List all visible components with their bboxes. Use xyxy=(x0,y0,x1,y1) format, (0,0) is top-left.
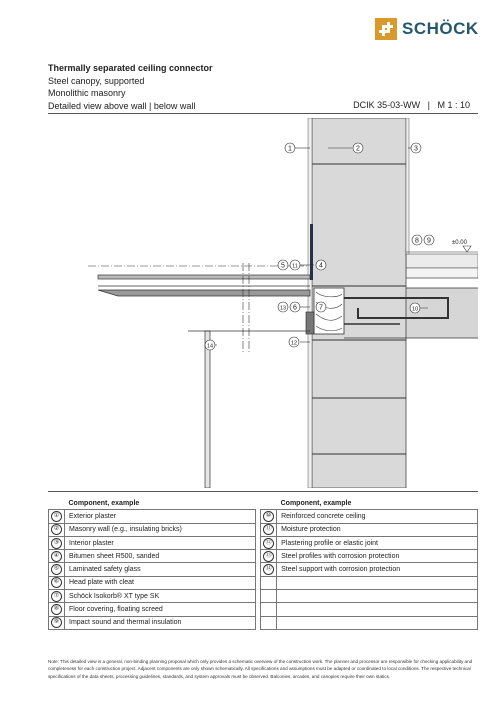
table-row: ④ Bitumen sheet R500, sanded ⑬ Steel profiles with corrosion protection xyxy=(49,550,478,563)
laminated-safety-glass xyxy=(98,275,310,279)
callout-5 xyxy=(278,260,288,270)
interior-plaster xyxy=(406,118,409,254)
level-marker-icon xyxy=(463,246,471,252)
callout-10 xyxy=(410,303,420,313)
impact-sound-insulation xyxy=(406,268,478,278)
callout-6 xyxy=(290,302,300,312)
table-row: ③ Interior plaster ⑫ Plastering profile or elastic joint xyxy=(49,536,478,549)
svg-text:8: 8 xyxy=(415,237,419,245)
table-row: ⑧ Floor covering, floating screed xyxy=(49,603,478,616)
svg-text:2: 2 xyxy=(356,145,360,153)
table-row: ⑨ Impact sound and thermal insulation xyxy=(49,616,478,629)
bitumen-sheet xyxy=(310,224,313,280)
table-row: ⑥ Head plate with cleat xyxy=(49,576,478,589)
svg-text:1: 1 xyxy=(288,145,292,153)
table-header-left: Component, example xyxy=(68,499,140,507)
callout-1 xyxy=(285,143,295,153)
brand-name: SCHÖCK xyxy=(402,19,479,38)
table-row: ② Masonry wall (e.g., insulating bricks) ⑪ Moisture protection xyxy=(49,523,478,536)
table-row: ⑦ Schöck Isokorb® XT type SK xyxy=(49,590,478,603)
steel-profile-canopy xyxy=(98,290,310,296)
svg-text:3: 3 xyxy=(414,145,418,153)
callout-11 xyxy=(290,260,300,270)
callout-7 xyxy=(316,302,326,312)
disclaimer-note: Note: This detailed view is a general, non-binding planning proposal which only provides a schematic overview of the construction work. The planner and processor are responsible for checking applicability and completeness for each construction project. Adjacent components are only shown schematically. All specifications and assumptions must be adapted or coordinated to local conditions. The respective technical specifications of the data sheets, processing guidelines, standards, and system approvals must be observed. Balconies, arcades, and canopies require their own statics. xyxy=(48,659,473,679)
table-row: ① Exterior plaster ⑩ Reinforced concrete ceiling xyxy=(49,510,478,523)
schock-logo xyxy=(375,18,479,40)
svg-text:13: 13 xyxy=(279,305,287,312)
callout-14 xyxy=(205,340,215,350)
callout-2 xyxy=(353,143,363,153)
document-header xyxy=(48,62,213,112)
callout-3 xyxy=(411,143,421,153)
table-header-right: Component, example xyxy=(280,499,352,507)
callout-4 xyxy=(316,260,326,270)
svg-text:5: 5 xyxy=(281,262,285,270)
floating-screed xyxy=(406,254,478,268)
subtitle-line-3: Detailed view above wall | below wall xyxy=(48,100,196,111)
svg-text:4: 4 xyxy=(319,262,323,270)
table-row: ⑤ Laminated safety glass ⑭ Steel support with corrosion protection xyxy=(49,563,478,576)
callout-9 xyxy=(424,235,434,245)
svg-text:10: 10 xyxy=(411,306,419,313)
level-label: ±0.00 xyxy=(452,240,467,246)
callout-12 xyxy=(289,337,299,347)
header-divider xyxy=(48,113,478,114)
table-divider xyxy=(48,491,478,492)
svg-text:7: 7 xyxy=(319,304,323,312)
svg-text:11: 11 xyxy=(292,263,298,270)
svg-text:14: 14 xyxy=(206,343,214,350)
exterior-plaster xyxy=(308,118,312,488)
subtitle-line-2: Monolithic masonry xyxy=(48,88,126,98)
callout-13 xyxy=(278,302,288,312)
subtitle-line-1: Steel canopy, supported xyxy=(48,75,145,86)
steel-support xyxy=(205,331,210,488)
svg-text:9: 9 xyxy=(427,237,431,245)
schock-logo-mark xyxy=(375,18,397,40)
callout-8 xyxy=(412,235,422,245)
drawing-reference: DCIK 35-03-WW | M 1 : 10 xyxy=(353,100,470,110)
construction-detail-drawing xyxy=(48,118,478,488)
svg-text:12: 12 xyxy=(290,340,298,347)
document-title: Thermally separated ceiling connector xyxy=(48,63,213,73)
svg-text:6: 6 xyxy=(293,304,297,312)
component-table xyxy=(48,497,478,630)
